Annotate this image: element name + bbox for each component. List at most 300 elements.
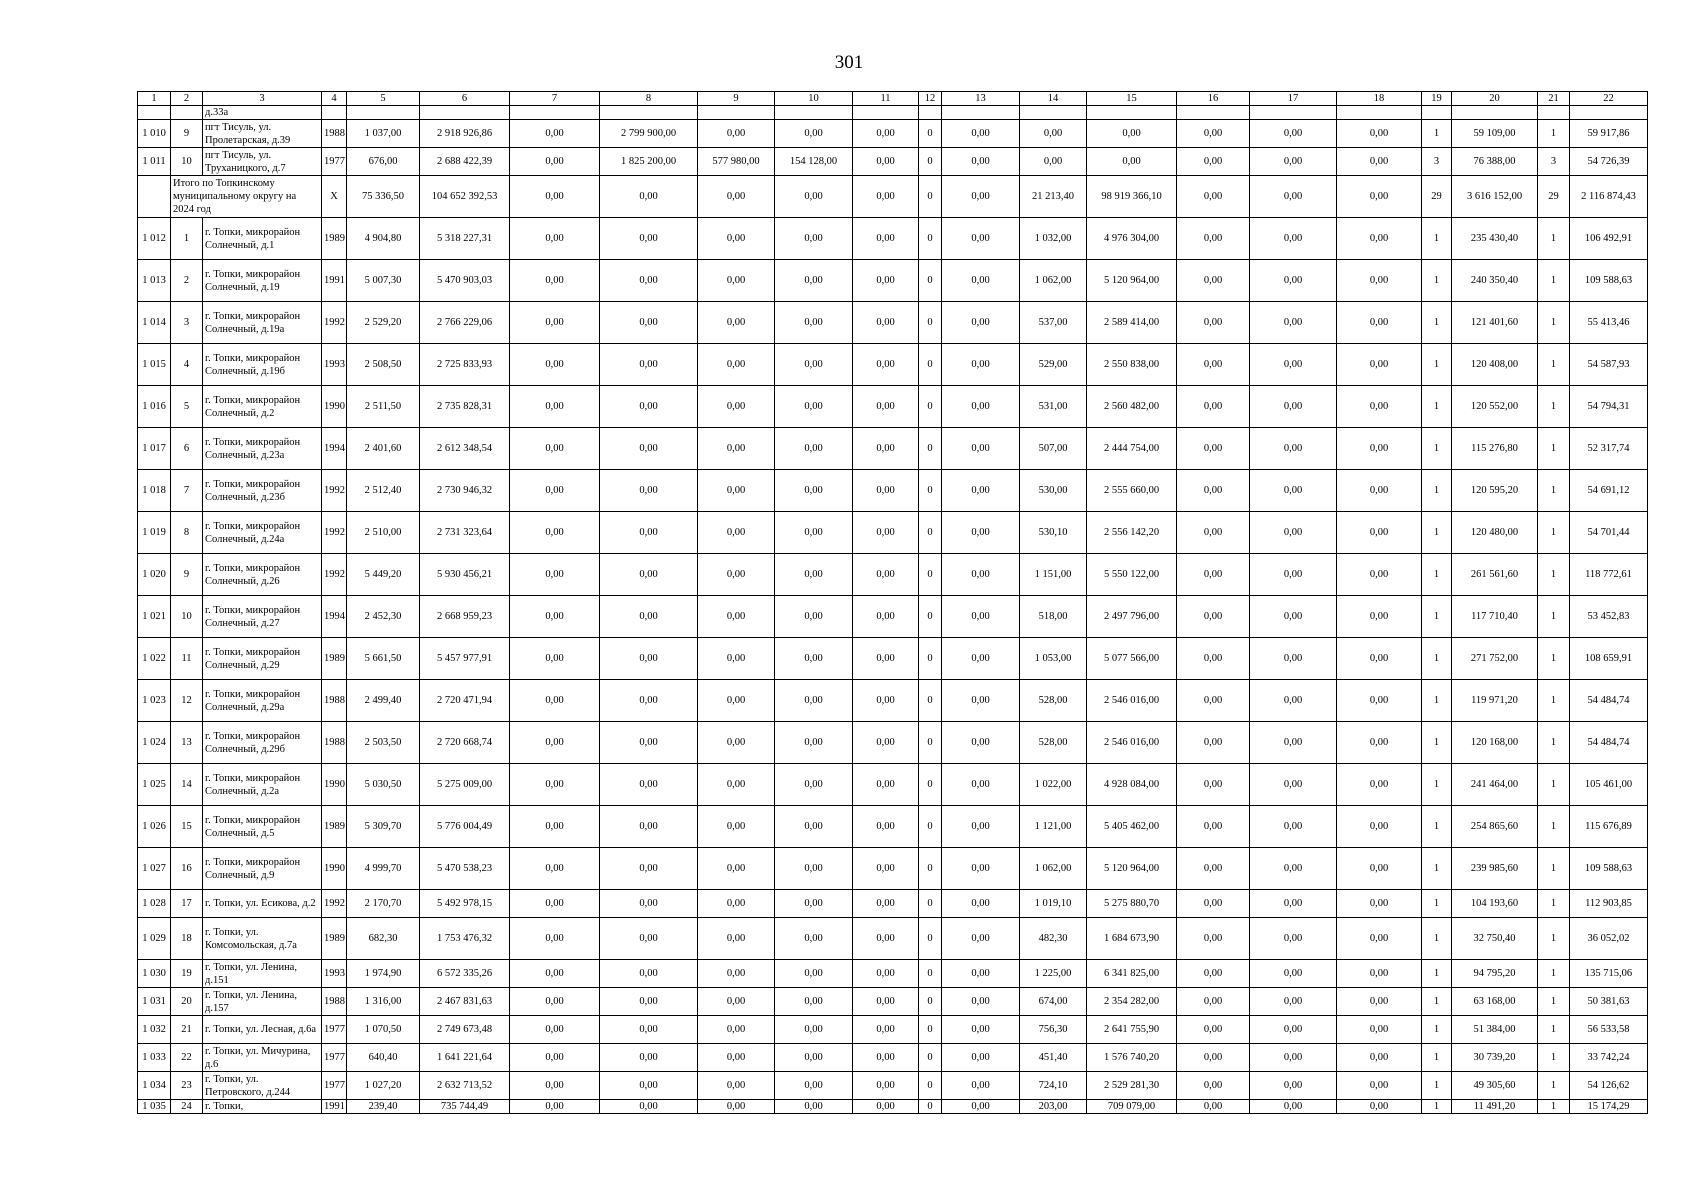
- column-number-cell: 18: [1337, 92, 1422, 106]
- table-cell: 0,00: [853, 1016, 919, 1044]
- table-cell: 0,00: [510, 806, 600, 848]
- table-cell: 1 032,00: [1020, 218, 1087, 260]
- table-cell: 1: [1538, 120, 1570, 148]
- table-cell: 115 276,80: [1452, 428, 1538, 470]
- table-cell: 1 012: [138, 218, 171, 260]
- table-cell: 1: [1422, 806, 1452, 848]
- table-cell: 1: [1538, 848, 1570, 890]
- table-cell: 530,00: [1020, 470, 1087, 512]
- table-cell: 1 020: [138, 554, 171, 596]
- table-cell: 118 772,61: [1570, 554, 1648, 596]
- table-cell: 5 120 964,00: [1087, 848, 1177, 890]
- table-cell: 94 795,20: [1452, 960, 1538, 988]
- table-cell: 6: [171, 428, 203, 470]
- table-cell: 0,00: [510, 148, 600, 176]
- data-table: [137, 91, 1648, 1114]
- table-cell: 0,00: [853, 596, 919, 638]
- table-cell: 5 449,20: [347, 554, 420, 596]
- table-cell: 121 401,60: [1452, 302, 1538, 344]
- table-cell: 0,00: [942, 960, 1020, 988]
- table-cell: 235 430,40: [1452, 218, 1538, 260]
- table-cell: 0,00: [1177, 120, 1250, 148]
- table-cell: 271 752,00: [1452, 638, 1538, 680]
- column-number-cell: 1: [138, 92, 171, 106]
- table-cell: 0,00: [600, 918, 698, 960]
- table-cell: 2 401,60: [347, 428, 420, 470]
- table-cell: 529,00: [1020, 344, 1087, 386]
- table-cell: 11 491,20: [1452, 1100, 1538, 1114]
- table-cell: 54 126,62: [1570, 1072, 1648, 1100]
- table-cell: 3: [1422, 148, 1452, 176]
- table-cell: 0,00: [1337, 722, 1422, 764]
- table-cell: [1177, 106, 1250, 120]
- table-cell: 0,00: [1250, 764, 1337, 806]
- column-number-cell: 22: [1570, 92, 1648, 106]
- table-cell: 2 749 673,48: [420, 1016, 510, 1044]
- table-row: [138, 1016, 1648, 1044]
- table-cell: 0,00: [942, 1100, 1020, 1114]
- table-cell: 0,00: [775, 680, 853, 722]
- address-cell: г. Топки, микрорайон Солнечный, д.29: [203, 638, 322, 680]
- table-cell: 0,00: [942, 554, 1020, 596]
- table-cell: 2 731 323,64: [420, 512, 510, 554]
- table-cell: 0,00: [942, 148, 1020, 176]
- table-cell: 0,00: [775, 764, 853, 806]
- table-cell: 0,00: [600, 344, 698, 386]
- table-cell: 0,00: [1337, 848, 1422, 890]
- table-cell: 0,00: [853, 890, 919, 918]
- column-number-cell: 9: [698, 92, 775, 106]
- table-row: [138, 1100, 1648, 1114]
- table-cell: 1: [1422, 722, 1452, 764]
- table-cell: 0,00: [600, 806, 698, 848]
- table-cell: 0: [919, 960, 942, 988]
- table-cell: 2 799 900,00: [600, 120, 698, 148]
- table-cell: 0,00: [1177, 806, 1250, 848]
- table-cell: 5 405 462,00: [1087, 806, 1177, 848]
- table-cell: 1: [1538, 1016, 1570, 1044]
- table-cell: 36 052,02: [1570, 918, 1648, 960]
- table-cell: 1 825 200,00: [600, 148, 698, 176]
- table-cell: 1: [1538, 806, 1570, 848]
- table-cell: 1: [1422, 918, 1452, 960]
- table-cell: 5: [171, 386, 203, 428]
- table-cell: 2 735 828,31: [420, 386, 510, 428]
- table-cell: 0,00: [775, 344, 853, 386]
- table-cell: 528,00: [1020, 722, 1087, 764]
- table-row: [138, 596, 1648, 638]
- table-cell: 0,00: [600, 960, 698, 988]
- table-cell: 2 529 281,30: [1087, 1072, 1177, 1100]
- table-cell: 482,30: [1020, 918, 1087, 960]
- table-cell: 0,00: [1250, 722, 1337, 764]
- table-cell: 0,00: [853, 638, 919, 680]
- table-cell: 1 031: [138, 988, 171, 1016]
- table-cell: 75 336,50: [347, 176, 420, 218]
- table-row: [138, 386, 1648, 428]
- table-cell: 154 128,00: [775, 148, 853, 176]
- table-cell: 1992: [322, 512, 347, 554]
- table-cell: 0,00: [600, 848, 698, 890]
- table-cell: 1989: [322, 638, 347, 680]
- table-cell: 0,00: [510, 1072, 600, 1100]
- table-cell: 0,00: [1177, 1072, 1250, 1100]
- table-cell: 1 576 740,20: [1087, 1044, 1177, 1072]
- table-cell: 10: [171, 148, 203, 176]
- table-cell: 1: [1422, 386, 1452, 428]
- table-cell: 0,00: [1177, 176, 1250, 218]
- table-cell: 1: [171, 218, 203, 260]
- table-cell: 0,00: [775, 302, 853, 344]
- table-cell: 0,00: [1337, 428, 1422, 470]
- table-cell: 2 668 959,23: [420, 596, 510, 638]
- table-row: [138, 554, 1648, 596]
- table-cell: 518,00: [1020, 596, 1087, 638]
- table-cell: 2 730 946,32: [420, 470, 510, 512]
- column-number-cell: 15: [1087, 92, 1177, 106]
- table-cell: 21 213,40: [1020, 176, 1087, 218]
- table-cell: 0,00: [600, 596, 698, 638]
- table-cell: 0,00: [698, 428, 775, 470]
- table-cell: 0,00: [600, 680, 698, 722]
- table-cell: 0,00: [698, 1072, 775, 1100]
- table-cell: 0,00: [853, 680, 919, 722]
- table-cell: 109 588,63: [1570, 260, 1648, 302]
- table-cell: 0,00: [942, 428, 1020, 470]
- address-cell: г. Топки, микрорайон Солнечный, д.1: [203, 218, 322, 260]
- table-cell: 5 077 566,00: [1087, 638, 1177, 680]
- column-number-cell: 2: [171, 92, 203, 106]
- table-cell: 51 384,00: [1452, 1016, 1538, 1044]
- table-cell: 1990: [322, 386, 347, 428]
- table-cell: 0: [919, 722, 942, 764]
- table-cell: 0,00: [698, 988, 775, 1016]
- table-cell: 0,00: [698, 176, 775, 218]
- table-cell: 0,00: [600, 764, 698, 806]
- table-cell: 2 688 422,39: [420, 148, 510, 176]
- table-cell: 1989: [322, 918, 347, 960]
- table-cell: 3: [1538, 148, 1570, 176]
- table-cell: 104 652 392,53: [420, 176, 510, 218]
- table-cell: 0,00: [1177, 428, 1250, 470]
- table-cell: 2 512,40: [347, 470, 420, 512]
- table-cell: 2 354 282,00: [1087, 988, 1177, 1016]
- table-cell: 0,00: [775, 1016, 853, 1044]
- table-cell: 0,00: [853, 848, 919, 890]
- table-cell: 1: [1538, 1072, 1570, 1100]
- table-cell: 1 016: [138, 386, 171, 428]
- table-cell: 0,00: [510, 344, 600, 386]
- table-cell: 5 275 880,70: [1087, 890, 1177, 918]
- table-cell: 0: [919, 148, 942, 176]
- table-cell: 1994: [322, 596, 347, 638]
- table-cell: 4 904,80: [347, 218, 420, 260]
- table-cell: 1: [1422, 988, 1452, 1016]
- table-cell: 0: [919, 918, 942, 960]
- table-cell: 0,00: [942, 680, 1020, 722]
- table-cell: 0,00: [775, 848, 853, 890]
- table-cell: 0,00: [1250, 1016, 1337, 1044]
- table-cell: 0,00: [1337, 1044, 1422, 1072]
- table-cell: 0,00: [600, 554, 698, 596]
- table-cell: [942, 106, 1020, 120]
- table-cell: 59 917,86: [1570, 120, 1648, 148]
- table-cell: 1 037,00: [347, 120, 420, 148]
- address-cell: г. Топки, микрорайон Солнечный, д.9: [203, 848, 322, 890]
- table-cell: 0,00: [1250, 1072, 1337, 1100]
- table-cell: 0,00: [942, 218, 1020, 260]
- table-cell: 0,00: [775, 554, 853, 596]
- table-cell: 0,00: [1337, 148, 1422, 176]
- table-cell: 1: [1538, 470, 1570, 512]
- table-cell: 115 676,89: [1570, 806, 1648, 848]
- table-cell: 0,00: [698, 806, 775, 848]
- address-cell: пгт Тисуль, ул. Труханицкого, д.7: [203, 148, 322, 176]
- table-cell: 0,00: [510, 764, 600, 806]
- table-cell: 1992: [322, 470, 347, 512]
- table-cell: 1 029: [138, 918, 171, 960]
- table-cell: 4: [171, 344, 203, 386]
- table-cell: 135 715,06: [1570, 960, 1648, 988]
- table-cell: 7: [171, 470, 203, 512]
- table-cell: 0,00: [600, 260, 698, 302]
- table-cell: 0,00: [775, 120, 853, 148]
- table-cell: 0,00: [1177, 680, 1250, 722]
- table-cell: [1087, 106, 1177, 120]
- table-cell: 5 457 977,91: [420, 638, 510, 680]
- table-cell: 0,00: [600, 302, 698, 344]
- table-cell: 0,00: [1337, 302, 1422, 344]
- table-cell: 1 010: [138, 120, 171, 148]
- table-cell: 5 930 456,21: [420, 554, 510, 596]
- table-cell: 0,00: [1337, 764, 1422, 806]
- table-cell: 0,00: [1337, 386, 1422, 428]
- table-cell: 756,30: [1020, 1016, 1087, 1044]
- table-cell: 0,00: [942, 302, 1020, 344]
- table-cell: 1992: [322, 890, 347, 918]
- table-cell: 0,00: [942, 890, 1020, 918]
- table-cell: 54 484,74: [1570, 680, 1648, 722]
- table-cell: 0,00: [775, 722, 853, 764]
- table-cell: 1 023: [138, 680, 171, 722]
- table-cell: 54 484,74: [1570, 722, 1648, 764]
- table-cell: 0,00: [1177, 918, 1250, 960]
- table-cell: 1992: [322, 554, 347, 596]
- table-cell: 5 309,70: [347, 806, 420, 848]
- table-cell: 0,00: [853, 1072, 919, 1100]
- table-cell: 12: [171, 680, 203, 722]
- table-cell: 2 589 414,00: [1087, 302, 1177, 344]
- table-cell: 0,00: [853, 960, 919, 988]
- table-cell: 0,00: [1250, 512, 1337, 554]
- table-row: [138, 1072, 1648, 1100]
- table-cell: 56 533,58: [1570, 1016, 1648, 1044]
- table-cell: 0,00: [853, 806, 919, 848]
- table-cell: 0,00: [1337, 596, 1422, 638]
- table-cell: [347, 106, 420, 120]
- table-cell: 3: [171, 302, 203, 344]
- table-cell: 1: [1538, 1044, 1570, 1072]
- table-cell: 0,00: [853, 988, 919, 1016]
- table-cell: 0,00: [1337, 1072, 1422, 1100]
- table-cell: 0: [919, 120, 942, 148]
- table-cell: [1250, 106, 1337, 120]
- table-cell: 1: [1538, 638, 1570, 680]
- table-cell: 531,00: [1020, 386, 1087, 428]
- table-cell: 1: [1422, 260, 1452, 302]
- table-cell: 0,00: [1250, 176, 1337, 218]
- table-cell: 9: [171, 120, 203, 148]
- table-cell: 0,00: [698, 722, 775, 764]
- table-cell: 0,00: [853, 470, 919, 512]
- table-cell: 0,00: [775, 176, 853, 218]
- table-cell: 1 017: [138, 428, 171, 470]
- table-cell: 0,00: [1177, 638, 1250, 680]
- table-cell: 1: [1538, 918, 1570, 960]
- table-cell: 0,00: [600, 512, 698, 554]
- table-cell: 1: [1422, 596, 1452, 638]
- table-cell: 6 341 825,00: [1087, 960, 1177, 988]
- table-cell: 5 318 227,31: [420, 218, 510, 260]
- table-cell: 0,00: [698, 470, 775, 512]
- table-cell: 1977: [322, 1016, 347, 1044]
- table-cell: 1: [1538, 260, 1570, 302]
- table-row: [138, 638, 1648, 680]
- table-cell: 2 467 831,63: [420, 988, 510, 1016]
- table-cell: 0,00: [698, 764, 775, 806]
- table-cell: 0,00: [1250, 386, 1337, 428]
- table-row: [138, 106, 1648, 120]
- table-cell: 0: [919, 512, 942, 554]
- table-cell: 29: [1422, 176, 1452, 218]
- table-cell: 0,00: [600, 988, 698, 1016]
- table-cell: 2 632 713,52: [420, 1072, 510, 1100]
- table-cell: 2 499,40: [347, 680, 420, 722]
- table-cell: 5 661,50: [347, 638, 420, 680]
- address-cell: г. Топки, микрорайон Солнечный, д.19б: [203, 344, 322, 386]
- table-cell: 120 408,00: [1452, 344, 1538, 386]
- address-cell: г. Топки, микрорайон Солнечный, д.29б: [203, 722, 322, 764]
- table-cell: 0: [919, 890, 942, 918]
- table-cell: 0: [919, 554, 942, 596]
- table-cell: 0,00: [1250, 260, 1337, 302]
- address-cell: г. Топки, микрорайон Солнечный, д.26: [203, 554, 322, 596]
- table-cell: 1: [1422, 302, 1452, 344]
- table-cell: 640,40: [347, 1044, 420, 1072]
- table-cell: 0,00: [1177, 722, 1250, 764]
- table-cell: 1991: [322, 260, 347, 302]
- table-row: [138, 470, 1648, 512]
- table-cell: 2 720 471,94: [420, 680, 510, 722]
- address-cell: г. Топки, микрорайон Солнечный, д.5: [203, 806, 322, 848]
- table-cell: 0,00: [942, 1016, 1020, 1044]
- table-cell: 1 070,50: [347, 1016, 420, 1044]
- table-cell: 5 492 978,15: [420, 890, 510, 918]
- table-cell: 0,00: [1337, 890, 1422, 918]
- table-cell: 0,00: [853, 120, 919, 148]
- table-cell: 0,00: [1337, 638, 1422, 680]
- address-cell: г. Топки, ул. Петровского, д.244: [203, 1072, 322, 1100]
- table-cell: 1: [1422, 470, 1452, 512]
- table-cell: 0,00: [1337, 120, 1422, 148]
- table-cell: 0,00: [1177, 764, 1250, 806]
- table-row: [138, 960, 1648, 988]
- table-cell: 2 725 833,93: [420, 344, 510, 386]
- table-cell: 0: [919, 260, 942, 302]
- table-cell: 1991: [322, 1100, 347, 1114]
- address-cell: г. Топки, микрорайон Солнечный, д.2а: [203, 764, 322, 806]
- table-cell: 3 616 152,00: [1452, 176, 1538, 218]
- table-cell: 19: [171, 960, 203, 988]
- table-cell: 2 612 348,54: [420, 428, 510, 470]
- table-cell: 18: [171, 918, 203, 960]
- table-cell: 105 461,00: [1570, 764, 1648, 806]
- table-cell: 2 508,50: [347, 344, 420, 386]
- table-cell: 23: [171, 1072, 203, 1100]
- table-cell: 10: [171, 596, 203, 638]
- table-cell: 1 032: [138, 1016, 171, 1044]
- table-cell: 2 550 838,00: [1087, 344, 1177, 386]
- address-cell: г. Топки, ул. Ленина, д.157: [203, 988, 322, 1016]
- table-cell: 0,00: [698, 120, 775, 148]
- table-cell: 0,00: [510, 638, 600, 680]
- table-row: [138, 120, 1648, 148]
- table-cell: 240 350,40: [1452, 260, 1538, 302]
- table-cell: 0,00: [600, 428, 698, 470]
- table-cell: 0,00: [853, 918, 919, 960]
- table-cell: 0,00: [1337, 1016, 1422, 1044]
- table-cell: 21: [171, 1016, 203, 1044]
- table-row: [138, 218, 1648, 260]
- table-row: [138, 918, 1648, 960]
- table-cell: [853, 106, 919, 120]
- table-cell: 0,00: [1337, 512, 1422, 554]
- table-cell: 1990: [322, 764, 347, 806]
- table-header-row: [138, 92, 1648, 106]
- table-cell: 1 022,00: [1020, 764, 1087, 806]
- table-cell: 0: [919, 470, 942, 512]
- table-cell: 1: [1422, 554, 1452, 596]
- table-cell: 2 560 482,00: [1087, 386, 1177, 428]
- table-cell: 0,00: [775, 218, 853, 260]
- table-cell: 33 742,24: [1570, 1044, 1648, 1072]
- table-cell: 49 305,60: [1452, 1072, 1538, 1100]
- table-cell: 0,00: [600, 1072, 698, 1100]
- table-cell: [600, 106, 698, 120]
- table-cell: [510, 106, 600, 120]
- table-cell: 2 444 754,00: [1087, 428, 1177, 470]
- column-number-cell: 13: [942, 92, 1020, 106]
- table-row: [138, 302, 1648, 344]
- address-cell: д.33а: [203, 106, 322, 120]
- table-cell: 2 546 016,00: [1087, 722, 1177, 764]
- table-cell: 5 550 122,00: [1087, 554, 1177, 596]
- table-cell: 0: [919, 1016, 942, 1044]
- table-cell: 0,00: [1020, 120, 1087, 148]
- table-cell: 0,00: [1250, 1100, 1337, 1114]
- table-cell: 0,00: [853, 176, 919, 218]
- table-cell: 0,00: [510, 470, 600, 512]
- table-cell: 16: [171, 848, 203, 890]
- table-cell: 0,00: [1250, 806, 1337, 848]
- table-cell: 1: [1422, 1100, 1452, 1114]
- table-cell: 0,00: [698, 596, 775, 638]
- table-cell: 1: [1538, 386, 1570, 428]
- table-cell: 1 035: [138, 1100, 171, 1114]
- table-cell: 0,00: [600, 722, 698, 764]
- table-cell: 2 556 142,20: [1087, 512, 1177, 554]
- table-cell: 239 985,60: [1452, 848, 1538, 890]
